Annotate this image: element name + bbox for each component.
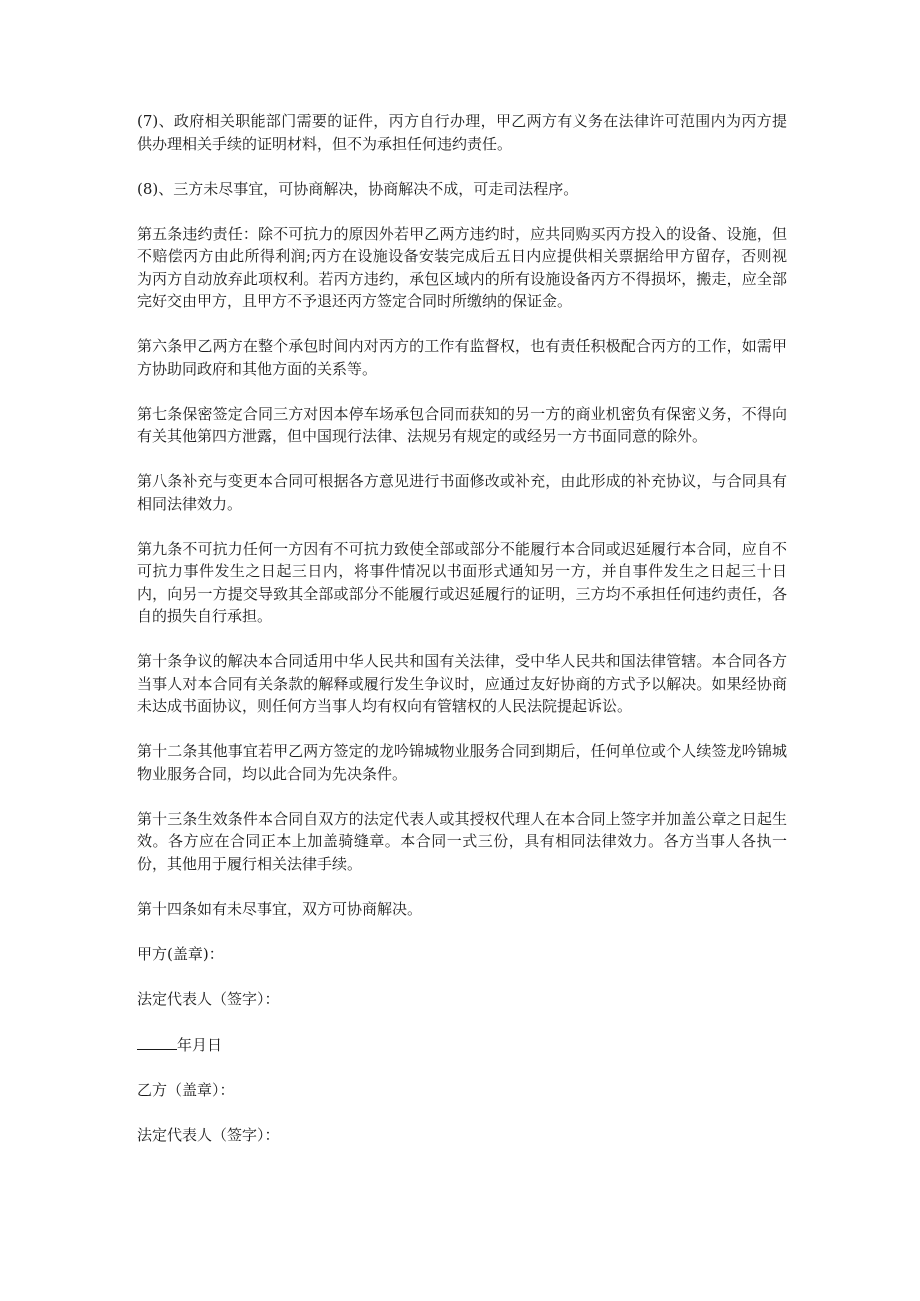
contract-body	[137, 110, 787, 1169]
article-7-confidentiality: 第七条保密签定合同三方对因本停车场承包合同而获知的另一方的商业机密负有保密义务，不得向有关其他第四方泄露，但中国现行法律、法规另有规定的或经另一方书面同意的除外。	[137, 404, 787, 445]
article-10-disputes: 第十条争议的解决本合同适用中华人民共和国有关法律，受中华人民共和国法律管辖。本合同各方当事人对本合同有关条款的解释或履行发生争议时，应通过友好协商的方式予以解决。如果经协商未达成书面协议，则任何方当事人均有权向有管辖权的人民法院提起诉讼。	[137, 652, 787, 715]
date-blank	[137, 1033, 177, 1050]
clause-7: (7)、政府相关职能部门需要的证件，丙方自行办理，甲乙两方有义务在法律许可范围内为丙方提供办理相关手续的证明材料，但不为承担任何违约责任。	[137, 112, 787, 153]
article-13-effect: 第十三条生效条件本合同自双方的法定代表人或其授权代理人在本合同上签字并加盖公章之日起生效。各方应在合同正本上加盖骑缝章。本合同一式三份，具有相同法律效力。各方当事人各执一份，其他用于履行相关法律手续。	[137, 809, 787, 873]
article-14-unresolved: 第十四条如有未尽事宜，双方可协商解决。	[137, 899, 423, 918]
party-b-representative: 法定代表人（签字）：	[137, 1125, 280, 1144]
party-a-seal: 甲方(盖章)：	[137, 944, 224, 963]
article-8-amendment: 第八条补充与变更本合同可根据各方意见进行书面修改或补充，由此形成的补充协议，与合同具有相同法律效力。	[137, 472, 787, 513]
article-5-breach: 第五条违约责任：除不可抗力的原因外若甲乙两方违约时，应共同购买丙方投入的设备、设施，但不赔偿丙方由此所得利润;丙方在设施设备安装完成后五日内应提供相关票据给甲方留存，否则视为丙方自动放弃此项权利。若丙方违约，承包区域内的所有设施设备丙方不得损坏，搬走，应全部完好交由甲方，且甲方不予退还丙方签定合同时所缴纳的保证金。	[137, 224, 787, 310]
article-9-force-majeure: 第九条不可抗力任何一方因有不可抗力致使全部或部分不能履行本合同或迟延履行本合同，应自不可抗力事件发生之日起三日内，将事件情况以书面形式通知另一方，并自事件发生之日起三十日内，向另一方提交导致其全部或部分不能履行或迟延履行的证明，三方均不承担任何违约责任，各自的损失自行承担。	[137, 539, 787, 625]
clause-8: (8)、三方未尽事宜，可协商解决，协商解决不成，可走司法程序。	[137, 179, 579, 198]
article-12-other: 第十二条其他事宜若甲乙两方签定的龙吟锦城物业服务合同到期后，任何单位或个人续签龙吟锦城物业服务合同，均以此合同为先决条件。	[137, 742, 787, 783]
article-6-supervision: 第六条甲乙两方在整个承包时间内对丙方的工作有监督权，也有责任积极配合丙方的工作，如需甲方协助同政府和其他方面的关系等。	[137, 337, 787, 378]
party-b-seal: 乙方（盖章）：	[137, 1080, 235, 1099]
date-line	[137, 1033, 787, 1057]
party-a-representative: 法定代表人（签字）：	[137, 989, 280, 1008]
date-label: 年月日	[177, 1035, 223, 1054]
